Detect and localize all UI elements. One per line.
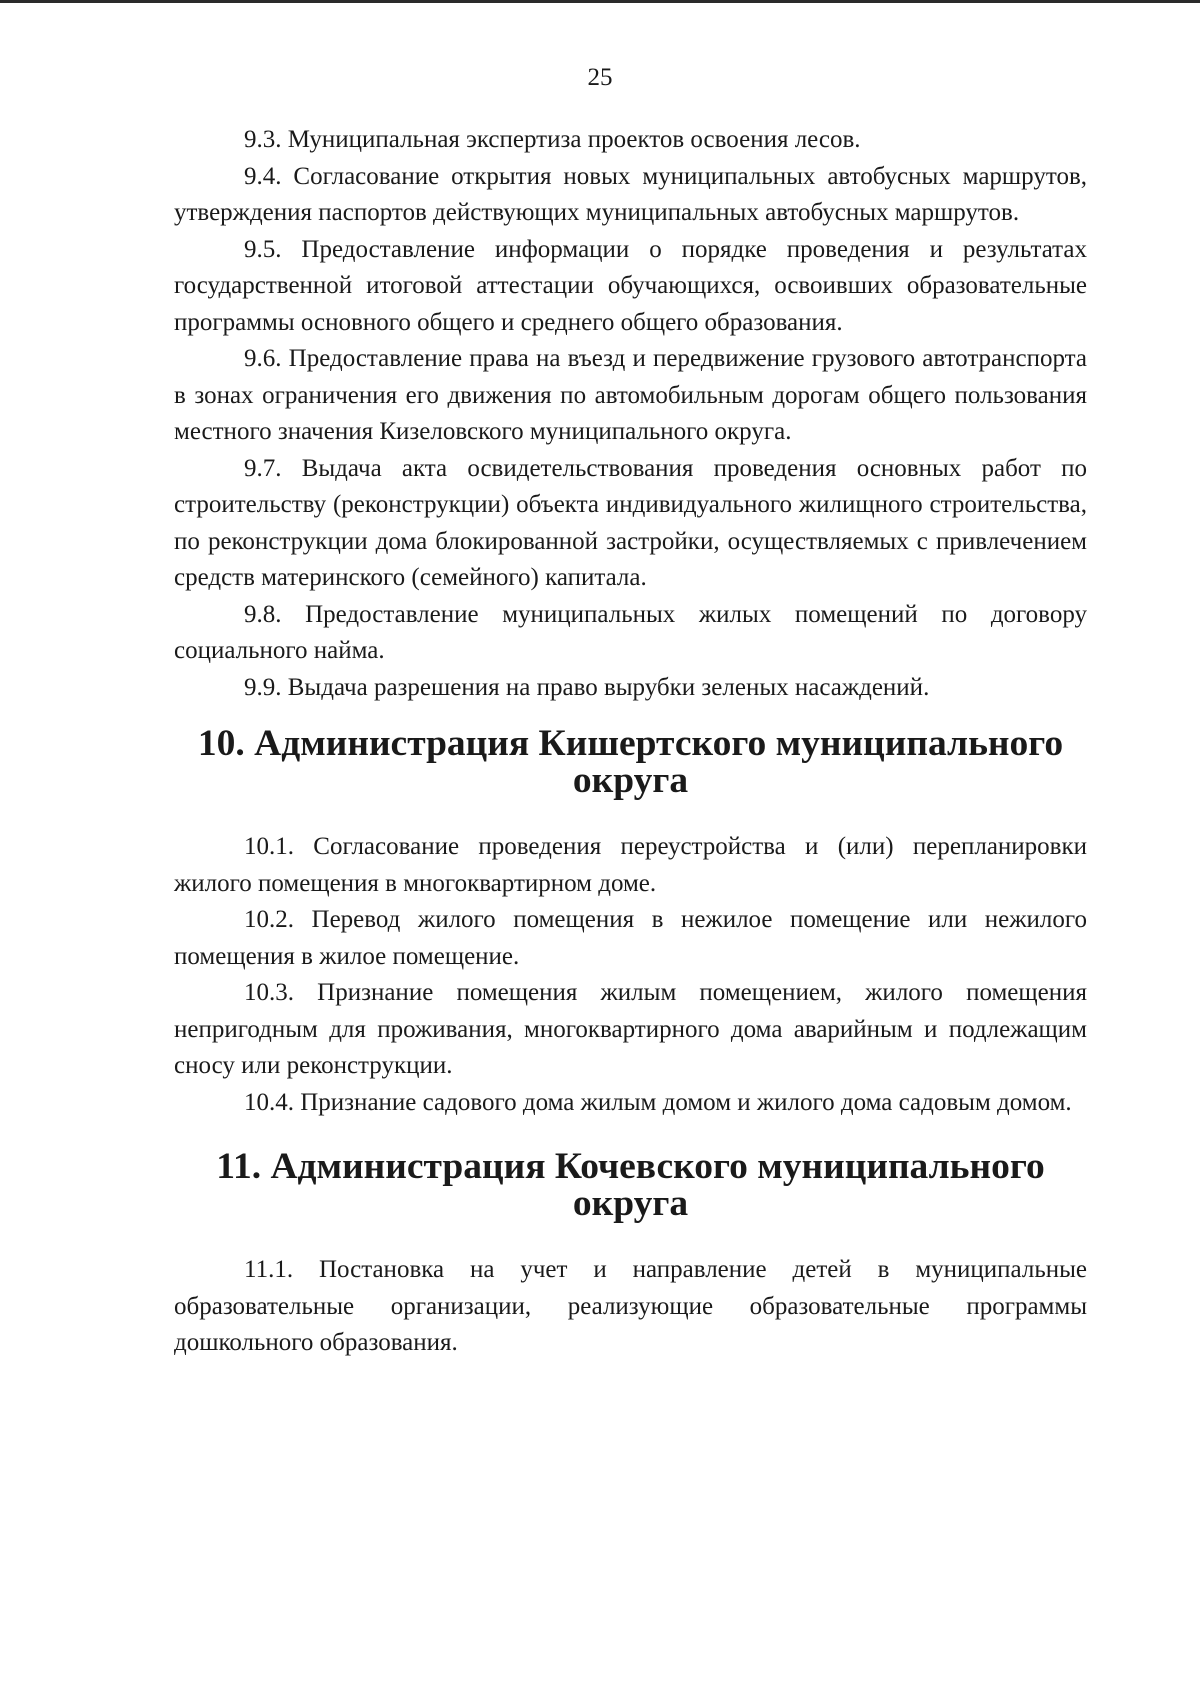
- item-10-1: 10.1. Согласование проведения переустройства и (или) перепланировки жилого помещения в многоквартирном доме.: [174, 833, 1087, 897]
- item-10-3: 10.3. Признание помещения жилым помещением, жилого помещения непригодным для проживания, многоквартирного дома аварийным и подлежащим сносу или реконструкции.: [174, 979, 1087, 1079]
- item-9-4: 9.4. Согласование открытия новых муниципальных автобусных маршрутов, утверждения паспортов действующих муниципальных автобусных маршрутов.: [174, 162, 1087, 226]
- item-9-6: 9.6. Предоставление права на въезд и передвижение грузового автотранспорта в зонах ограничения его движения по автомобильным дорогам общего пользования местного значения Кизеловского муниципального округа.: [174, 345, 1087, 445]
- item-9-9: 9.9. Выдача разрешения на право вырубки зеленых насаждений.: [244, 673, 930, 701]
- page-number: 25: [587, 64, 613, 91]
- document-body: [174, 122, 1087, 1362]
- item-9-5: 9.5. Предоставление информации о порядке проведения и результатах государственной итоговой аттестации обучающихся, освоивших образовательные программы основного общего и среднего общего образования.: [174, 235, 1087, 336]
- item-9-8: 9.8. Предоставление муниципальных жилых помещений по договору социального найма.: [174, 600, 1087, 664]
- scan-top-edge: [0, 0, 1200, 3]
- item-9-3: 9.3. Муниципальная экспертиза проектов освоения лесов.: [244, 126, 861, 153]
- item-10-2: 10.2. Перевод жилого помещения в нежилое помещение или нежилого помещения в жилое помещение.: [174, 906, 1087, 970]
- item-10-4: 10.4. Признание садового дома жилым домом и жилого дома садовым домом.: [244, 1088, 1072, 1116]
- section-11-heading: 11. Администрация Кочевского муниципального округа: [216, 1146, 1045, 1224]
- item-9-7: 9.7. Выдача акта освидетельствования проведения основных работ по строительству (реконструкции) объекта индивидуального жилищного строительства, по реконструкции дома блокированной застройки, осуществляемых с привлечением средств материнского (семейного) капитала.: [174, 454, 1087, 591]
- item-11-1: 11.1. Постановка на учет и направление детей в муниципальные образовательные организации, реализующие образовательные программы дошкольного образования.: [174, 1256, 1087, 1356]
- section-10-heading: 10. Администрация Кишертского муниципального округа: [197, 723, 1064, 801]
